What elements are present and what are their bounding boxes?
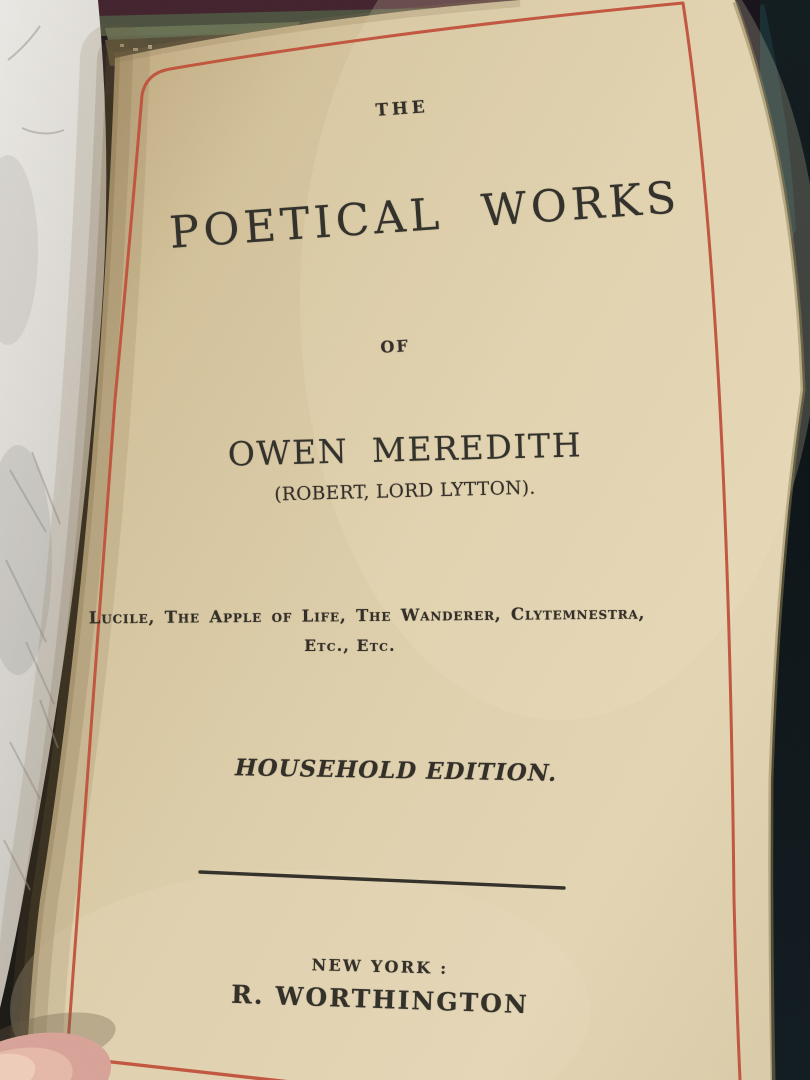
imprint-publisher-text: R. WORTHINGTON [230,979,530,1020]
author-name-text: OWEN MEREDITH [227,425,583,474]
author-alias-text: (ROBERT, LORD LYTTON). [274,477,536,506]
book-title-text: POETICAL WORKS [167,172,683,259]
imprint-city-text: NEW YORK : [311,955,449,978]
works-list-line2: Etc., Etc. [304,636,396,655]
works-list-line1: Lucile, The Apple of Life, The Wanderer, Clytemnestra, [88,603,646,628]
of-label-text: OF [379,336,411,357]
edition-text: HOUSEHOLD EDITION. [234,754,558,787]
half-title-text: THE [374,97,430,121]
